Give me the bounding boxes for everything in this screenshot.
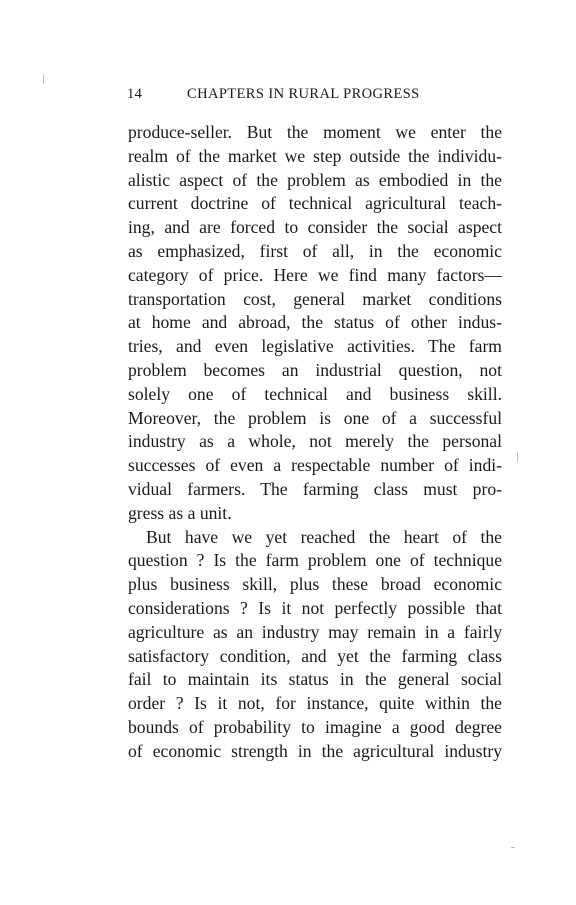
text-line: satisfactory condition, and yet the farming class <box>128 645 502 666</box>
text-line: transportation cost, general market conditions <box>128 288 502 309</box>
text-line: tries, and even legislative activities. The farm <box>128 336 502 357</box>
text-line: solely one of technical and business skill. <box>128 383 502 404</box>
text-line: order ? Is it not, for instance, quite within the <box>128 693 502 714</box>
scan-speck <box>517 452 518 462</box>
text-line: realm of the market we step outside the individu- <box>128 145 502 166</box>
text-line: problem becomes an industrial question, not <box>128 359 502 380</box>
page-number: 14 <box>127 86 143 102</box>
text-line: vidual farmers. The farming class must pro- <box>128 478 502 499</box>
text-line: produce-seller. But the moment we enter the <box>128 122 502 142</box>
running-head <box>127 86 507 106</box>
text-line: at home and abroad, the status of other indus- <box>128 312 502 333</box>
running-title: CHAPTERS IN RURAL PROGRESS <box>187 86 420 102</box>
scan-speck <box>43 74 44 84</box>
text-line: of economic strength in the agricultural industry <box>128 740 502 761</box>
text-line: ing, and are forced to consider the social aspect <box>128 217 502 238</box>
text-line: industry as a whole, not merely the personal <box>128 431 502 452</box>
scan-speck <box>511 847 515 848</box>
text-line: successes of even a respectable number of indi- <box>128 455 502 476</box>
text-line: gress as a unit. <box>128 502 232 523</box>
text-line: category of price. Here we find many factors— <box>128 264 502 285</box>
text-line: question ? Is the farm problem one of technique <box>128 550 502 571</box>
text-line: bounds of probability to imagine a good degree <box>128 716 502 737</box>
text-line: Moreover, the problem is one of a successful <box>128 407 502 428</box>
body-text <box>128 121 502 764</box>
text-line: current doctrine of technical agricultural teach- <box>128 193 502 214</box>
text-line: agriculture as an industry may remain in a fairly <box>128 621 502 642</box>
text-line: considerations ? Is it not perfectly possible that <box>128 597 502 618</box>
text-line: fail to maintain its status in the general social <box>128 669 502 690</box>
text-line: alistic aspect of the problem as embodied in the <box>128 169 502 190</box>
text-line: as emphasized, first of all, in the economic <box>128 240 502 261</box>
text-line: plus business skill, plus these broad economic <box>128 574 502 595</box>
text-line: But have we yet reached the heart of the <box>146 526 502 547</box>
